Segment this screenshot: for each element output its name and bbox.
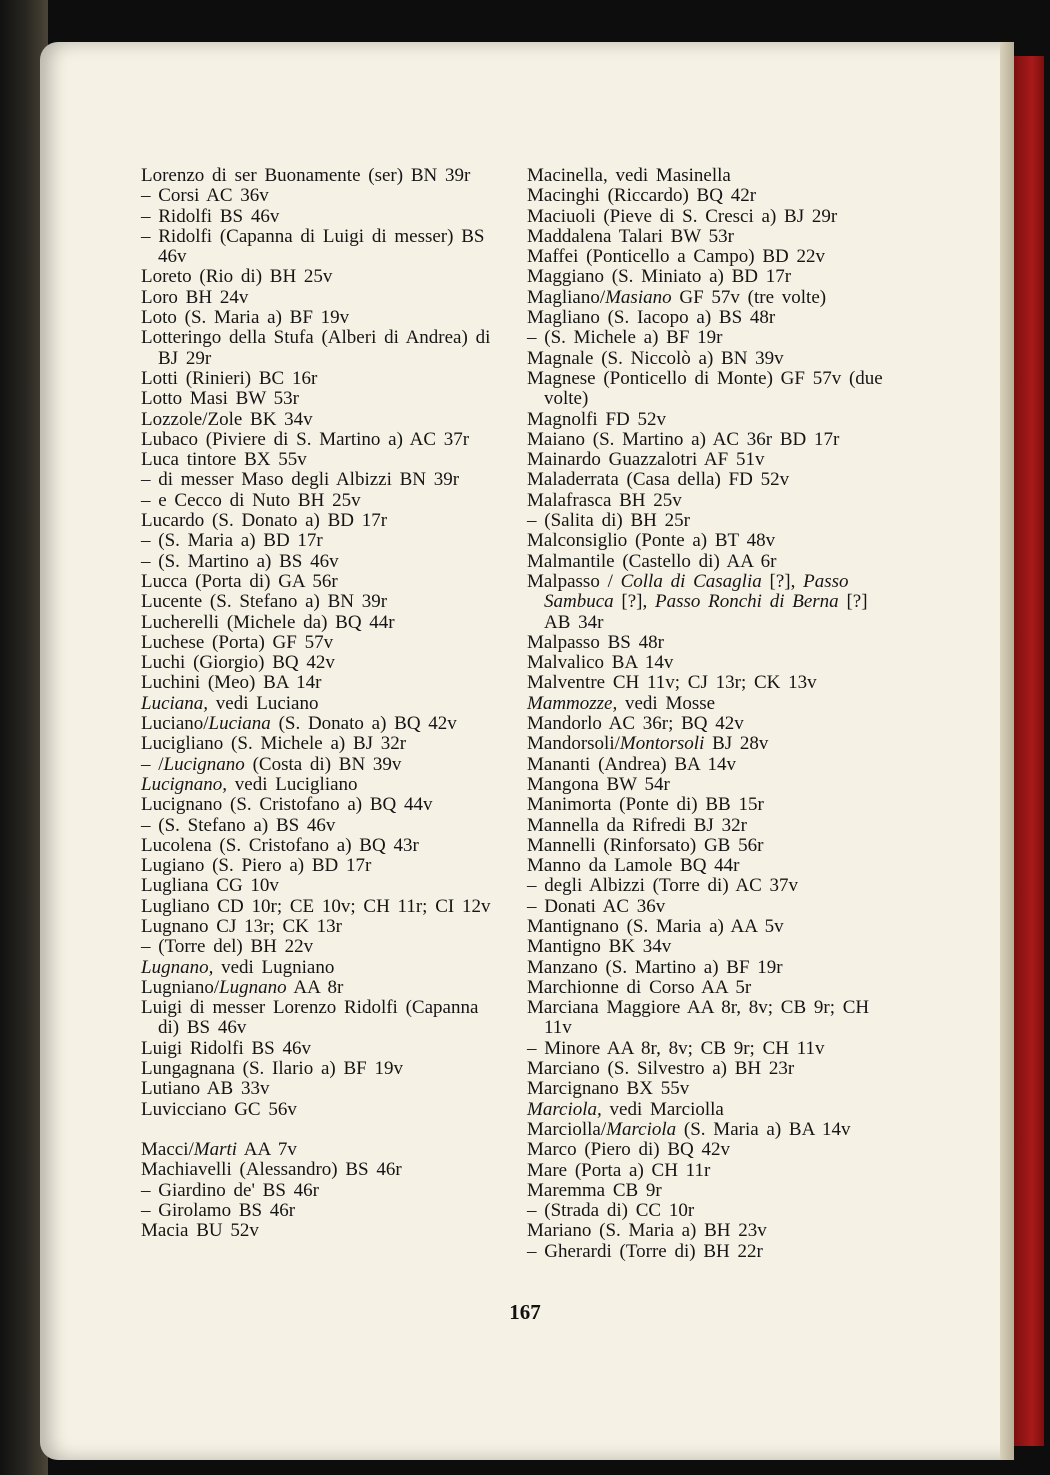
index-entry: Marciolla/Marciola (S. Maria a) BA 14v <box>527 1118 851 1140</box>
index-entry: Malpasso / Colla di Casaglia [?], Passo Sambuca [?], Passo Ronchi di Berna [?] AB 34r <box>527 570 868 633</box>
index-entry: Maffei (Ponticello a Campo) BD 22v <box>527 246 826 268</box>
index-entry: Lugiano (S. Piero a) BD 17r <box>141 855 372 877</box>
index-entry: Marchionne di Corso AA 5r <box>527 976 752 998</box>
index-entry: Mannelli (Rinforsato) GB 56r <box>527 834 764 856</box>
red-book-cover-edge <box>1014 56 1044 1446</box>
index-entry: – (Strada di) CC 10r <box>527 1200 695 1222</box>
index-entry: Manimorta (Ponte di) BB 15r <box>527 794 764 816</box>
index-entry: Lucignano (S. Cristofano a) BQ 44v <box>141 794 433 816</box>
index-entry: Magnolfi FD 52v <box>527 408 666 430</box>
index-entry: Mantignano (S. Maria a) AA 5v <box>527 915 784 937</box>
index-entry: Malafrasca BH 25v <box>527 489 682 511</box>
index-entry: Lucolena (S. Cristofano a) BQ 43r <box>141 834 419 856</box>
index-entry: Mare (Porta a) CH 11r <box>527 1159 711 1181</box>
index-entry: – Donati AC 36v <box>527 895 666 917</box>
index-entry: – /Lucignano (Costa di) BN 39v <box>141 753 402 775</box>
index-entry: Macia BU 52v <box>141 1220 259 1242</box>
index-entry: Malmantile (Castello di) AA 6r <box>527 550 777 572</box>
index-entry: Mandorlo AC 36r; BQ 42v <box>527 713 744 735</box>
index-entry: Magnale (S. Niccolò a) BN 39v <box>527 347 784 369</box>
index-entry: Lucignano, vedi Lucigliano <box>141 773 358 795</box>
index-entry: Lucherelli (Michele da) BQ 44r <box>141 611 395 633</box>
index-entry: Lugniano/Lugnano AA 8r <box>141 976 344 998</box>
index-entry: Mantigno BK 34v <box>527 936 672 958</box>
page-number: 167 <box>509 1300 541 1324</box>
index-entry: Mammozze, vedi Mosse <box>527 692 716 714</box>
index-entry: Luchese (Porta) GF 57v <box>141 631 334 653</box>
index-column-left <box>141 166 503 1241</box>
index-entry: Lucca (Porta di) GA 56r <box>141 570 338 592</box>
index-entry: Lozzole/Zole BK 34v <box>141 408 313 430</box>
index-entry: Mainardo Guazzalotri AF 51v <box>527 449 765 471</box>
index-entry: – Ridolfi (Capanna di Luigi di messer) BS 46v <box>141 225 485 268</box>
index-entry: Marciola, vedi Marciolla <box>527 1098 724 1120</box>
index-entry: Mangona BW 54r <box>527 773 670 795</box>
index-entry: Maggiano (S. Miniato a) BD 17r <box>527 266 792 288</box>
index-entry: – Minore AA 8r, 8v; CB 9r; CH 11v <box>527 1037 825 1059</box>
index-entry: Magliano/Masiano GF 57v (tre volte) <box>527 286 827 308</box>
index-entry: Malventre CH 11v; CJ 13r; CK 13v <box>527 672 817 694</box>
index-entry: Luchini (Meo) BA 14r <box>141 672 322 694</box>
index-entry: Mandorsoli/Montorsoli BJ 28v <box>527 733 769 755</box>
index-entry: – Corsi AC 36v <box>141 185 269 207</box>
index-entry: Malpasso BS 48r <box>527 631 664 653</box>
index-entry: Luciano/Luciana (S. Donato a) BQ 42v <box>141 713 457 735</box>
index-entry: Lucardo (S. Donato a) BD 17r <box>141 510 388 532</box>
index-entry: Lugliana CG 10v <box>141 875 279 897</box>
index-entry: Mananti (Andrea) BA 14v <box>527 753 736 775</box>
index-entry: Luigi Ridolfi BS 46v <box>141 1037 311 1059</box>
index-entry: – Gherardi (Torre di) BH 22r <box>527 1240 763 1262</box>
index-entry: Lorenzo di ser Buonamente (ser) BN 39r <box>141 165 471 186</box>
index-entry: Loro BH 24v <box>141 286 249 308</box>
index-entry: Manno da Lamole BQ 44r <box>527 855 740 877</box>
index-entry: Luigi di messer Lorenzo Ridolfi (Capanna di) BS 46v <box>141 997 479 1039</box>
index-entry: Loreto (Rio di) BH 25v <box>141 266 333 288</box>
index-entry: Luciana, vedi Luciano <box>141 692 319 714</box>
index-entry: – degli Albizzi (Torre di) AC 37v <box>527 875 799 897</box>
index-entry: Lutiano AB 33v <box>141 1078 270 1100</box>
index-entry: Lotto Masi BW 53r <box>141 388 300 410</box>
index-entry: Marciana Maggiore AA 8r, 8v; CB 9r; CH 11v <box>527 997 870 1039</box>
index-entry: – e Cecco di Nuto BH 25v <box>141 489 361 511</box>
index-entry: – (S. Martino a) BS 46v <box>141 550 339 572</box>
index-entry: Magnese (Ponticello di Monte) GF 57v (due volte) <box>527 367 883 410</box>
index-entry: Malvalico BA 14v <box>527 652 674 674</box>
index-entry: Lotteringo della Stufa (Alberi di Andrea) di BJ 29r <box>141 327 491 369</box>
index-entry: Manzano (S. Martino a) BF 19r <box>527 956 783 978</box>
index-entry: – (S. Stefano a) BS 46v <box>141 814 336 836</box>
index-entry: Macinella, vedi Masinella <box>527 165 731 186</box>
index-entry: – Ridolfi BS 46v <box>141 205 280 227</box>
index-entry: Maremma CB 9r <box>527 1179 662 1201</box>
index-entry: Maddalena Talari BW 53r <box>527 225 734 247</box>
index-entry: Magliano (S. Iacopo a) BS 48r <box>527 307 776 329</box>
page-edges <box>1000 42 1014 1460</box>
index-entry: Loto (S. Maria a) BF 19v <box>141 307 350 329</box>
index-entry: Lungagnana (S. Ilario a) BF 19v <box>141 1058 403 1080</box>
index-entry: Macci/Marti AA 7v <box>141 1138 297 1160</box>
index-entry: Mannella da Rifredi BJ 32r <box>527 814 747 836</box>
index-entry: Maiano (S. Martino a) AC 36r BD 17r <box>527 428 840 450</box>
index-entry: Malconsiglio (Ponte a) BT 48v <box>527 530 776 552</box>
index-entry: Lucente (S. Stefano a) BN 39r <box>141 591 388 613</box>
index-entry: Macinghi (Riccardo) BQ 42r <box>527 185 757 207</box>
index-entry: Lubaco (Piviere di S. Martino a) AC 37r <box>141 428 470 450</box>
index-entry: Maladerrata (Casa della) FD 52v <box>527 469 790 491</box>
index-entry: – Giardino de' BS 46r <box>141 1179 319 1201</box>
index-entry: Marciano (S. Silvestro a) BH 23r <box>527 1058 795 1080</box>
index-entry: Marco (Piero di) BQ 42v <box>527 1139 731 1161</box>
index-entry: Luca tintore BX 55v <box>141 449 307 471</box>
index-entry: Lugnano CJ 13r; CK 13r <box>141 915 342 937</box>
index-entry: – (Salita di) BH 25r <box>527 510 690 532</box>
index-entry: – di messer Maso degli Albizzi BN 39r <box>141 469 460 491</box>
index-entry: Marcignano BX 55v <box>527 1078 690 1100</box>
index-column-right <box>527 166 891 1262</box>
index-entry: Lugliano CD 10r; CE 10v; CH 11r; CI 12v <box>141 895 491 917</box>
index-entry: – (Torre del) BH 22v <box>141 936 314 958</box>
index-entry: Luchi (Giorgio) BQ 42v <box>141 652 335 674</box>
index-entry: Lucigliano (S. Michele a) BJ 32r <box>141 733 407 755</box>
index-entry: Lugnano, vedi Lugniano <box>141 956 335 978</box>
index-entry: – (S. Michele a) BF 19r <box>527 327 723 349</box>
index-entry: Maciuoli (Pieve di S. Cresci a) BJ 29r <box>527 205 838 227</box>
index-entry: Mariano (S. Maria a) BH 23v <box>527 1220 767 1242</box>
index-entry: – (S. Maria a) BD 17r <box>141 530 323 552</box>
index-entry: Lotti (Rinieri) BC 16r <box>141 367 318 389</box>
index-entry: Machiavelli (Alessandro) BS 46r <box>141 1159 402 1181</box>
index-entry: – Girolamo BS 46r <box>141 1199 296 1221</box>
index-entry: Luvicciano GC 56v <box>141 1098 297 1120</box>
